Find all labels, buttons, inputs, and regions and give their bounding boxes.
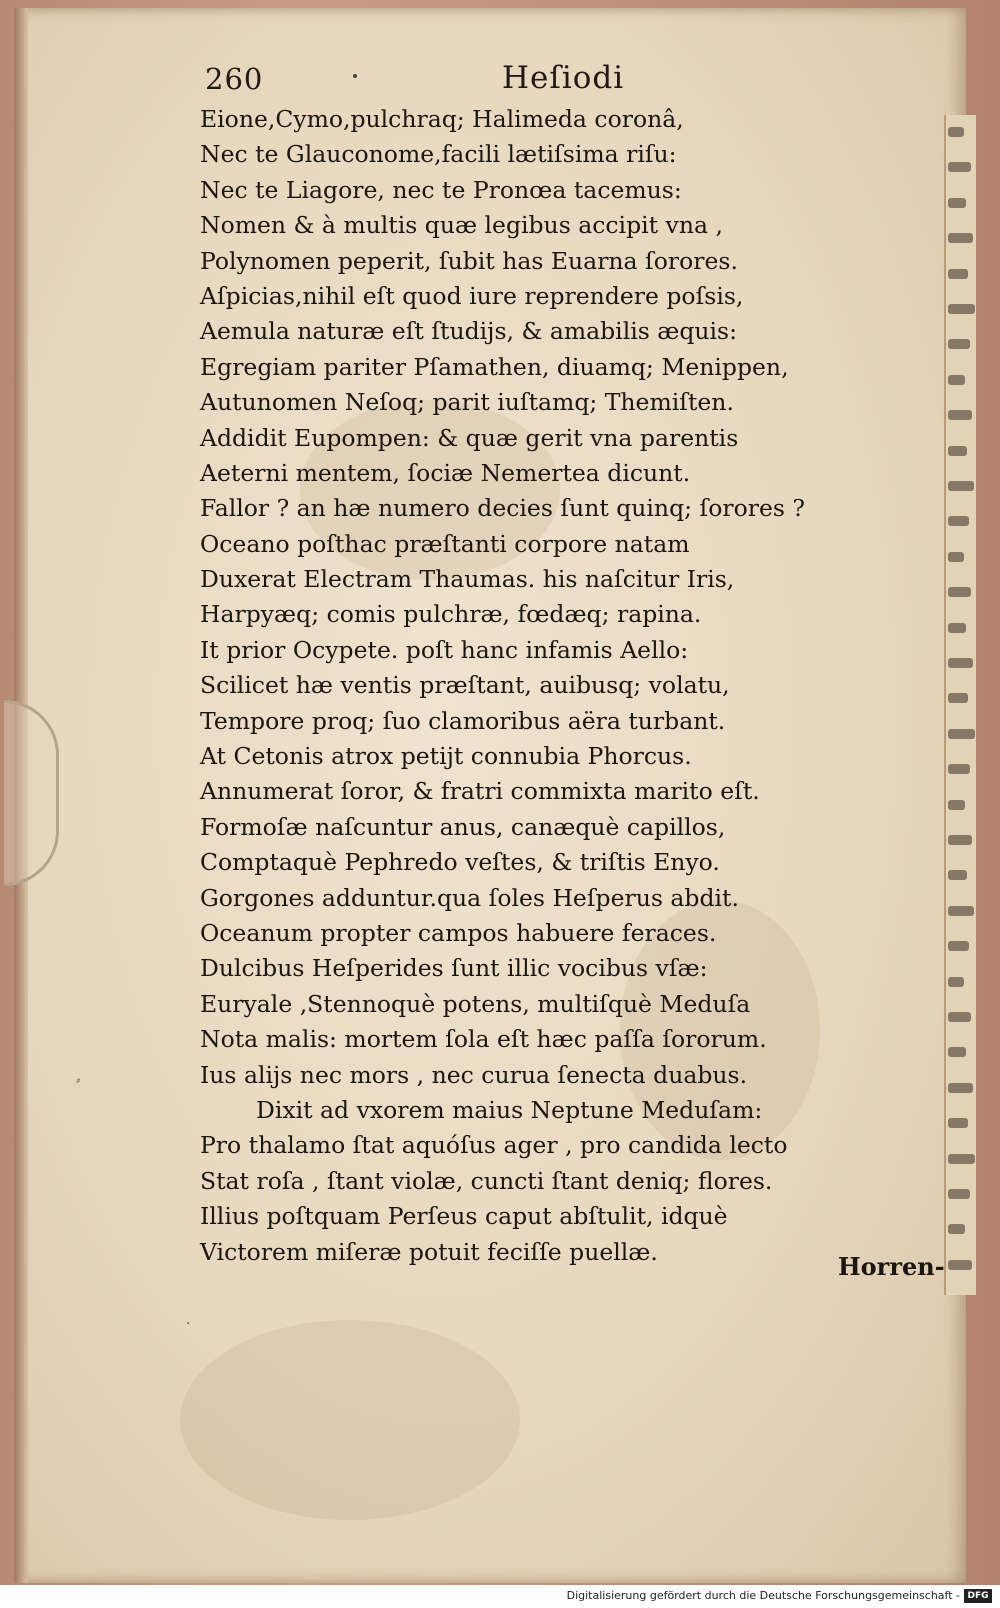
facing-page-text-fragment [948,304,975,314]
facing-page-text-fragment [948,481,974,491]
paper-stain [180,1320,520,1520]
facing-page-text-fragment [948,198,966,208]
verse-text [200,102,920,1270]
catchword: Horren- [838,1252,945,1281]
facing-page-text-fragment [948,269,968,279]
facing-page-text-fragment [948,1118,968,1128]
verse-line: Tempore proq; ſuo clamoribus aëra turbant. [200,706,726,735]
verse-line: Dulcibus Heſperides ſunt illic vocibus vſæ: [200,954,708,983]
verse-line: Victorem miſeræ potuit feciſſe puellæ. [200,1237,658,1266]
verse-line: Dixit ad vxorem maius Neptune Meduſam: [256,1095,763,1124]
facing-page-text-fragment [948,941,969,951]
verse-line: Illius poſtquam Perſeus caput abſtulit, idquè [200,1202,728,1231]
verse-line: Egregiam pariter Pſamathen, diuamq; Menippen, [200,352,789,381]
facing-page-text-fragment [948,658,973,668]
facing-page-text-fragment [948,552,964,562]
facing-page-text-fragment [948,1189,970,1199]
verse-line: Nec te Glauconome,facili lætiſsima riſu: [200,140,677,169]
page-header [205,62,645,102]
page-number: 260 [205,62,264,96]
funding-credit: Digitalisierung gefördert durch die Deutsche Forschungsgemeinschaft - [566,1589,960,1602]
facing-page-text-fragment [948,835,972,845]
margin-mark: ⸗ [76,1072,81,1088]
facing-page-sliver [944,115,976,1295]
facing-page-text-fragment [948,870,967,880]
facing-page-text-fragment [948,1224,965,1234]
verse-line: Nomen & à multis quæ legibus accipit vna , [200,211,723,240]
facing-page-text-fragment [948,375,965,385]
facing-page-text-fragment [948,339,970,349]
verse-line: Ius alijs nec mors , nec curua ſenecta duabus. [200,1060,748,1089]
verse-line: Gorgones adduntur.qua ſoles Heſperus abdit. [200,883,739,912]
verse-line: Nec te Liagore, nec te Pronœa tacemus: [200,175,682,204]
verse-line: At Cetonis atrox petijt connubia Phorcus. [200,742,692,771]
verse-line: Autunomen Neſoq; parit iuſtamq; Themiſten. [200,388,734,417]
facing-page-text-fragment [948,1012,971,1022]
facing-page-text-fragment [948,516,969,526]
facing-page-text-fragment [948,623,966,633]
verse-line: Stat roſa , ſtant violæ, cuncti ſtant deniq; flores. [200,1166,773,1195]
facing-page-text-fragment [948,1154,975,1164]
facing-page-text-fragment [948,693,968,703]
facing-page-text-fragment [948,1260,972,1270]
verse-line: Pro thalamo ſtat aquóſus ager , pro candida lecto [200,1131,788,1160]
facing-page-text-fragment [948,1047,966,1057]
verse-line: Formoſæ naſcuntur anus, canæquè capillos, [200,812,726,841]
facing-page-text-fragment [948,800,965,810]
verse-line: It prior Ocypete. poſt hanc infamis Aello: [200,635,689,664]
facing-page-text-fragment [948,233,973,243]
verse-line: Annumerat ſoror, & fratri commixta marito eſt. [200,777,760,806]
facing-page-text-fragment [948,127,964,137]
verse-line: Aſpicias,nihil eſt quod iure reprendere poſsis, [200,281,744,310]
verse-line: Euryale ,Stennoquè potens, multiſquè Meduſa [200,989,751,1018]
facing-page-text-fragment [948,446,967,456]
running-head: Heſiodi [502,60,625,96]
facing-page-text-fragment [948,1083,973,1093]
verse-line: Polynomen peperit, ſubit has Euarna ſorores. [200,246,738,275]
facing-page-text-fragment [948,587,971,597]
facing-page-text-fragment [948,906,974,916]
verse-line: Fallor ? an hæ numero decies ſunt quinq; ſorores ? [200,494,805,523]
facing-page-text-fragment [948,729,975,739]
verse-line: Oceano poſthac præſtanti corpore natam [200,529,690,558]
verse-line: Oceanum propter campos habuere feraces. [200,918,717,947]
verse-line: Scilicet hæ ventis præſtant, auibusq; volatu, [200,671,730,700]
verse-line: Harpyæq; comis pulchræ, fœdæq; rapina. [200,600,702,629]
verse-line: Duxerat Electram Thaumas. his naſcitur Iris, [200,565,735,594]
verse-line: Aeterni mentem, ſociæ Nemertea dicunt. [200,458,691,487]
facing-page-text-fragment [948,410,972,420]
verse-line: Eione,Cymo,pulchraq; Halimeda coronâ, [200,105,684,133]
facing-page-text-fragment [948,162,971,172]
verse-line: Comptaquè Pephredo veſtes, & triſtis Enyo. [200,848,720,877]
digitization-footer [0,1586,1000,1608]
verse-line: Aemula naturæ eſt ſtudijs, & amabilis æquis: [200,317,738,346]
facing-page-text-fragment [948,764,970,774]
header-dot [353,74,357,78]
margin-mark: · [186,1316,191,1332]
dfg-logo: DFG [964,1589,992,1603]
verse-line: Addidit Eupompen: & quæ gerit vna parentis [200,423,739,452]
binding-clasp [4,700,59,886]
facing-page-text-fragment [948,977,964,987]
verse-line: Nota malis: mortem ſola eſt hæc paſſa ſororum. [200,1025,767,1054]
